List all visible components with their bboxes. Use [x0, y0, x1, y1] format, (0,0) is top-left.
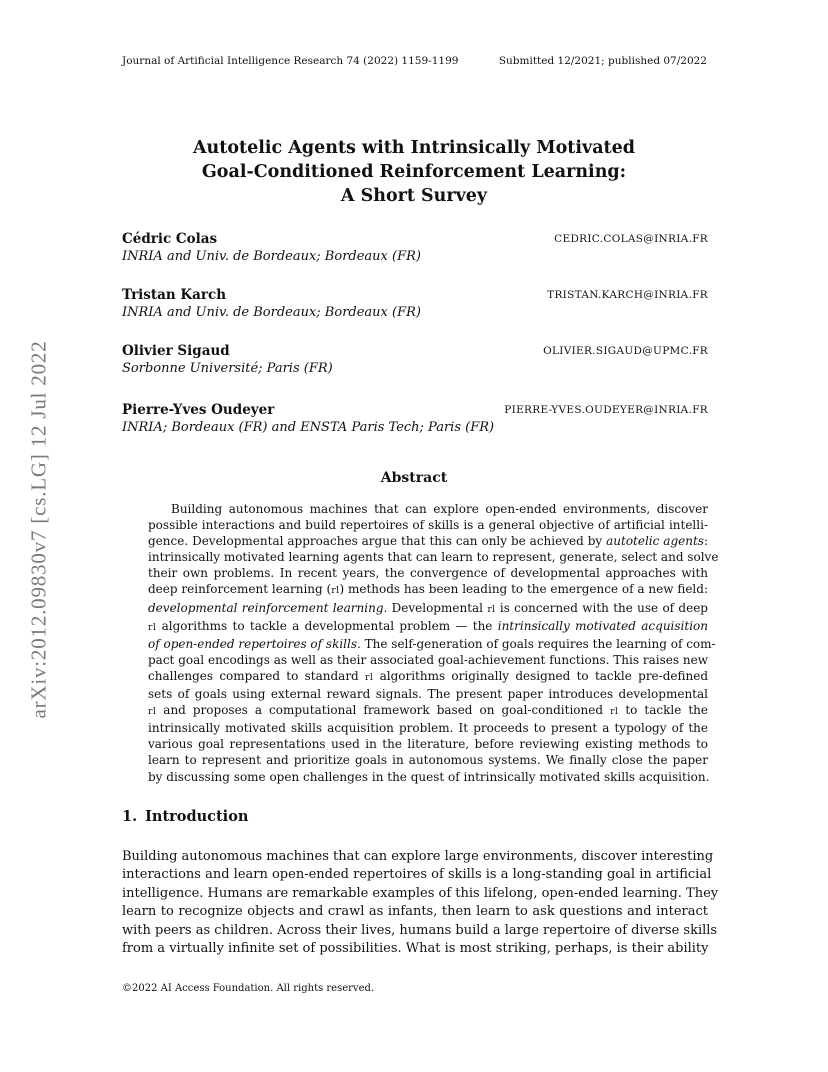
author-email[interactable]: CEDRIC.COLAS@INRIA.FR — [554, 233, 708, 245]
journal-header: Journal of Artificial Intelligence Research 74 (2022) 1159-1199 — [122, 55, 459, 67]
submission-dates: Submitted 12/2021; published 07/2022 — [498, 55, 707, 67]
arxiv-identifier-text: arXiv:2012.09830v7 [cs.LG] 12 Jul 2022 — [26, 339, 51, 719]
title-line: Autotelic Agents with Intrinsically Motivated — [192, 138, 635, 158]
emphasis: intrinsically motivated acquisition — [497, 618, 708, 633]
copyright-footer: ©2022 AI Access Foundation. All rights reserved. — [122, 983, 375, 994]
title-line: A Short Survey — [340, 186, 488, 206]
author-name: Cédric Colas — [122, 231, 218, 247]
body-line: Building autonomous machines that can explore large environments, discover interesting — [122, 849, 714, 864]
abstract-line: possible interactions and build repertoires of skills is a general objective of artificial intelli- — [148, 518, 708, 533]
abstract-line: Building autonomous machines that can explore open-ended environments, discover — [171, 502, 708, 516]
title-line: Goal-Conditioned Reinforcement Learning: — [201, 162, 627, 182]
abstract-line: rl algorithms to tackle a developmental problem — the intrinsically motivated acquisition — [148, 618, 708, 633]
author-block — [122, 343, 708, 377]
abstract-heading: Abstract — [380, 470, 448, 486]
section-heading — [122, 808, 248, 825]
body-line: from a virtually infinite set of possibilities. What is most striking, perhaps, is their ability — [122, 941, 709, 957]
author-name: Pierre-Yves Oudeyer — [122, 402, 275, 418]
abstract-line: intrinsically motivated skills acquisition problem. It proceeds to present a typology of the — [148, 721, 708, 736]
author-block — [122, 402, 708, 436]
author-affiliation: INRIA; Bordeaux (FR) and ENSTA Paris Tech; Paris (FR) — [122, 420, 495, 435]
arxiv-identifier — [18, 298, 60, 760]
body-line: learn to recognize objects and crawl as infants, then learn to ask questions and interact — [122, 904, 708, 920]
rl-acronym: rl — [148, 706, 157, 718]
emphasis: of open-ended repertoires of skills — [148, 636, 358, 651]
rl-acronym: rl — [365, 671, 374, 683]
abstract-line: developmental reinforcement learning. Developmental rl is concerned with the use of deep — [148, 600, 708, 615]
abstract-text — [148, 501, 719, 785]
section-number: 1. — [122, 808, 138, 825]
emphasis: developmental reinforcement learning — [148, 600, 384, 615]
author-affiliation: INRIA and Univ. de Bordeaux; Bordeaux (FR) — [122, 305, 421, 320]
body-line: interactions and learn open-ended repertoires of skills is a long-standing goal in artificial — [122, 867, 712, 883]
body-line: intelligence. Humans are remarkable examples of this lifelong, open-ended learning. They — [122, 885, 719, 901]
body-line: with peers as children. Across their lives, humans build a large repertoire of diverse skills — [122, 922, 718, 938]
section-title: Introduction — [145, 808, 249, 825]
paper-title — [0, 136, 828, 208]
author-block — [122, 231, 708, 265]
author-affiliation: INRIA and Univ. de Bordeaux; Bordeaux (FR) — [122, 249, 421, 264]
rl-acronym: rl — [610, 706, 619, 718]
abstract-line: rl and proposes a computational framework based on goal-conditioned rl to tackle the — [148, 703, 708, 718]
author-email[interactable]: PIERRE-YVES.OUDEYER@INRIA.FR — [504, 404, 708, 416]
author-block — [122, 287, 708, 321]
author-name: Tristan Karch — [122, 287, 227, 303]
author-email[interactable]: TRISTAN.KARCH@INRIA.FR — [547, 289, 708, 301]
author-email[interactable]: OLIVIER.SIGAUD@UPMC.FR — [543, 345, 708, 357]
rl-acronym: rl — [487, 603, 496, 615]
author-affiliation: Sorbonne Université; Paris (FR) — [122, 361, 333, 376]
abstract-line: of open-ended repertoires of skills. The self-generation of goals requires the learning of com- — [148, 636, 716, 651]
abstract-line: intrinsically motivated learning agents that can learn to represent, generate, select and solve — [148, 550, 719, 565]
abstract-line: pact goal encodings as well as their associated goal-achievement functions. This raises new — [148, 652, 708, 667]
abstract-line: their own problems. In recent years, the convergence of developmental approaches with — [148, 566, 708, 581]
abstract-line: challenges compared to standard rl algorithms originally designed to tackle pre-defined — [148, 668, 709, 683]
abstract-line: learn to represent and prioritize goals in autonomous systems. We finally close the paper — [148, 753, 708, 768]
rl-acronym: rl — [331, 585, 340, 597]
abstract-line: deep reinforcement learning (rl) methods has been leading to the emergence of a new field: — [148, 582, 708, 597]
author-name: Olivier Sigaud — [122, 343, 230, 359]
abstract-line: by discussing some open challenges in the quest of intrinsically motivated skills acquisition. — [148, 769, 710, 784]
rl-acronym: rl — [148, 621, 157, 633]
emphasis: autotelic agents — [606, 534, 704, 549]
introduction-text — [122, 848, 719, 958]
abstract-line: various goal representations used in the literature, before reviewing existing methods to — [148, 737, 708, 752]
abstract-line: gence. Developmental approaches argue that this can only be achieved by autotelic agents: — [148, 534, 708, 549]
abstract-line: sets of goals using external reward signals. The present paper introduces developmental — [148, 687, 708, 702]
